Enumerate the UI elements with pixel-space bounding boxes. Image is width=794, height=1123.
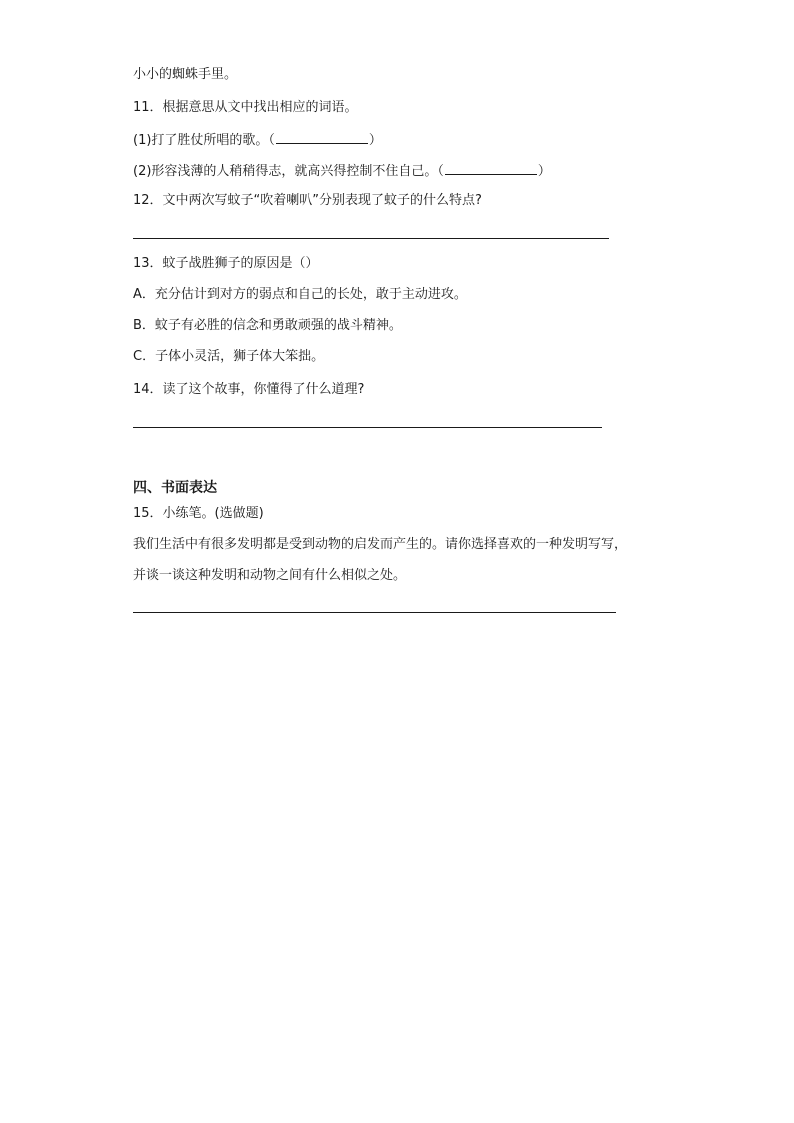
question-15-prompt-line-1: 我们生活中有很多发明都是受到动物的启发而产生的。请你选择喜欢的一种发明写写， [133,537,628,552]
question-13-option-c[interactable]: C．子体小灵活，狮子体大笨拙。 [133,349,325,364]
question-13-option-b[interactable]: B．蚊子有必胜的信念和勇敢顽强的战斗精神。 [133,318,402,333]
section-4-title: 四、书面表达 [133,480,217,496]
answer-line-12[interactable] [133,238,609,239]
question-11-item-2-close: ） [537,164,551,179]
question-15-stem: 15．小练笔。(选做题) [133,506,264,521]
question-15-prompt-line-2: 并谈一谈这种发明和动物之间有什么相似之处。 [133,568,407,583]
question-11-item-1 [133,130,382,150]
answer-blank-11-2[interactable] [445,161,537,175]
lead-fragment: 小小的蜘蛛手里。 [133,67,238,82]
question-12-stem: 12．文中两次写蚊子“吹着喇叭”分别表现了蚊子的什么特点? [133,193,482,208]
question-13-stem: 13．蚊子战胜狮子的原因是（） [133,256,319,271]
answer-line-15[interactable] [133,612,616,613]
answer-line-14[interactable] [133,427,602,428]
question-11-item-2 [133,161,551,181]
question-14-stem: 14．读了这个故事，你懂得了什么道理? [133,382,365,397]
question-11-item-2-text: (2)形容浅薄的人稍稍得志，就高兴得控制不住自己。（ [133,164,444,179]
question-13-option-a[interactable]: A．充分估计到对方的弱点和自己的长处，敢于主动进攻。 [133,287,467,302]
question-11-item-1-close: ） [368,133,382,148]
question-11-item-1-text: (1)打了胜仗所唱的歌。（ [133,133,275,148]
answer-blank-11-1[interactable] [276,130,368,144]
question-11-stem: 11．根据意思从文中找出相应的词语。 [133,100,358,115]
